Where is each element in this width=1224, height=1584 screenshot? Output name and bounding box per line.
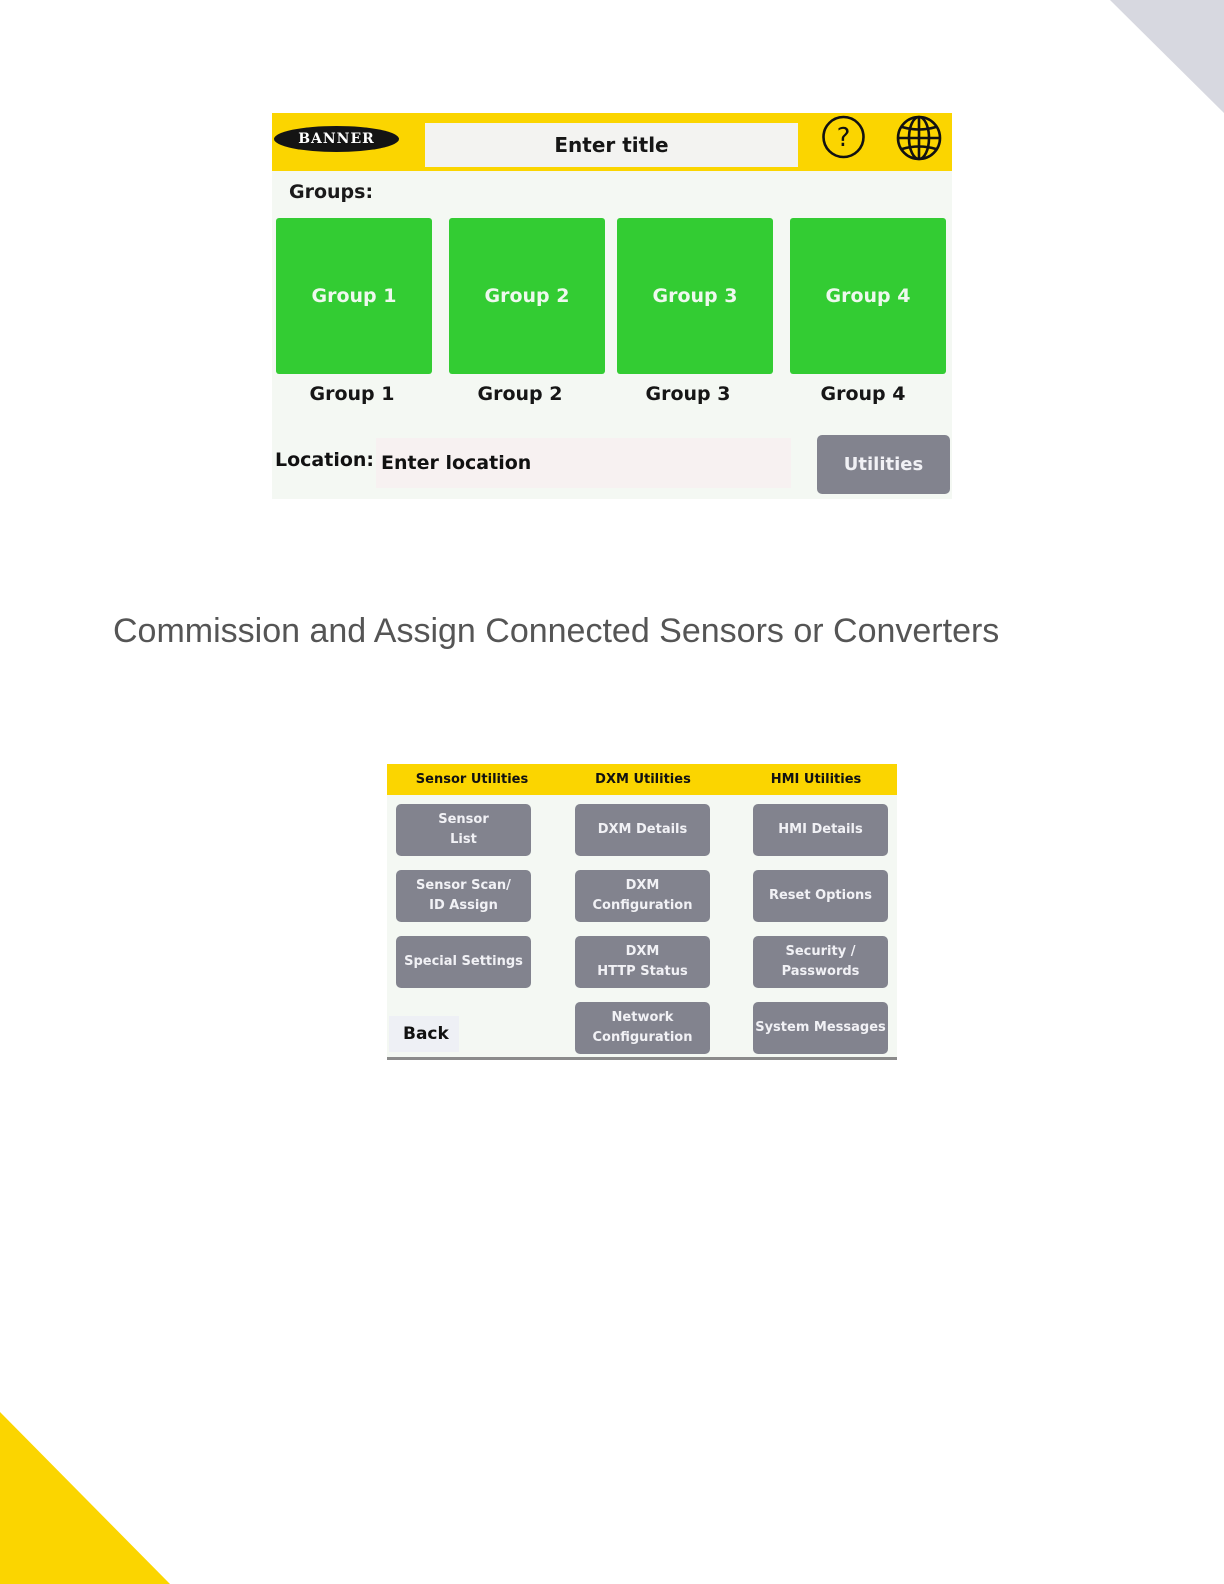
- utilities-button[interactable]: Utilities: [817, 435, 950, 494]
- globe-icon[interactable]: [894, 115, 944, 161]
- title-field[interactable]: Enter title: [425, 123, 798, 167]
- svg-text:?: ?: [836, 123, 851, 153]
- section-heading: Commission and Assign Connected Sensors or Converters: [113, 612, 1000, 650]
- banner-logo: BANNER: [274, 126, 399, 152]
- dxm-utilities-title: DXM Utilities: [595, 772, 691, 787]
- dxm-details-button[interactable]: DXM Details: [575, 804, 710, 856]
- hmi-details-button[interactable]: HMI Details: [753, 804, 888, 856]
- dxm-configuration-button[interactable]: DXM Configuration: [575, 870, 710, 922]
- sensor-scan-button[interactable]: Sensor Scan/ ID Assign: [396, 870, 531, 922]
- network-configuration-button[interactable]: Network Configuration: [575, 1002, 710, 1054]
- group-1-caption: Group 1: [309, 383, 395, 405]
- special-settings-button[interactable]: Special Settings: [396, 936, 531, 988]
- hmi-utilities-title: HMI Utilities: [770, 772, 862, 787]
- security-passwords-button[interactable]: Security / Passwords: [753, 936, 888, 988]
- group-4-caption: Group 4: [820, 383, 906, 405]
- utilities-screen: [387, 764, 897, 1060]
- corner-decoration-bottom-left: [0, 1412, 170, 1584]
- reset-options-button[interactable]: Reset Options: [753, 870, 888, 922]
- utilities-header: [387, 764, 897, 795]
- groups-label: Groups:: [289, 181, 374, 203]
- location-label: Location:: [275, 449, 375, 471]
- sensor-utilities-title: Sensor Utilities: [415, 772, 529, 787]
- question-circle-icon[interactable]: [819, 115, 868, 159]
- system-messages-button[interactable]: System Messages: [753, 1002, 888, 1054]
- back-button[interactable]: Back: [389, 1016, 459, 1052]
- corner-decoration-top-right: [1110, 0, 1224, 113]
- group-4-tile[interactable]: Group 4: [790, 218, 946, 374]
- location-field[interactable]: Enter location: [376, 438, 791, 488]
- group-3-caption: Group 3: [645, 383, 731, 405]
- group-2-tile[interactable]: Group 2: [449, 218, 605, 374]
- group-2-caption: Group 2: [477, 383, 563, 405]
- home-header: [272, 113, 952, 171]
- dxm-http-status-button[interactable]: DXM HTTP Status: [575, 936, 710, 988]
- home-screen: [272, 113, 952, 499]
- group-1-tile[interactable]: Group 1: [276, 218, 432, 374]
- group-3-tile[interactable]: Group 3: [617, 218, 773, 374]
- sensor-list-button[interactable]: Sensor List: [396, 804, 531, 856]
